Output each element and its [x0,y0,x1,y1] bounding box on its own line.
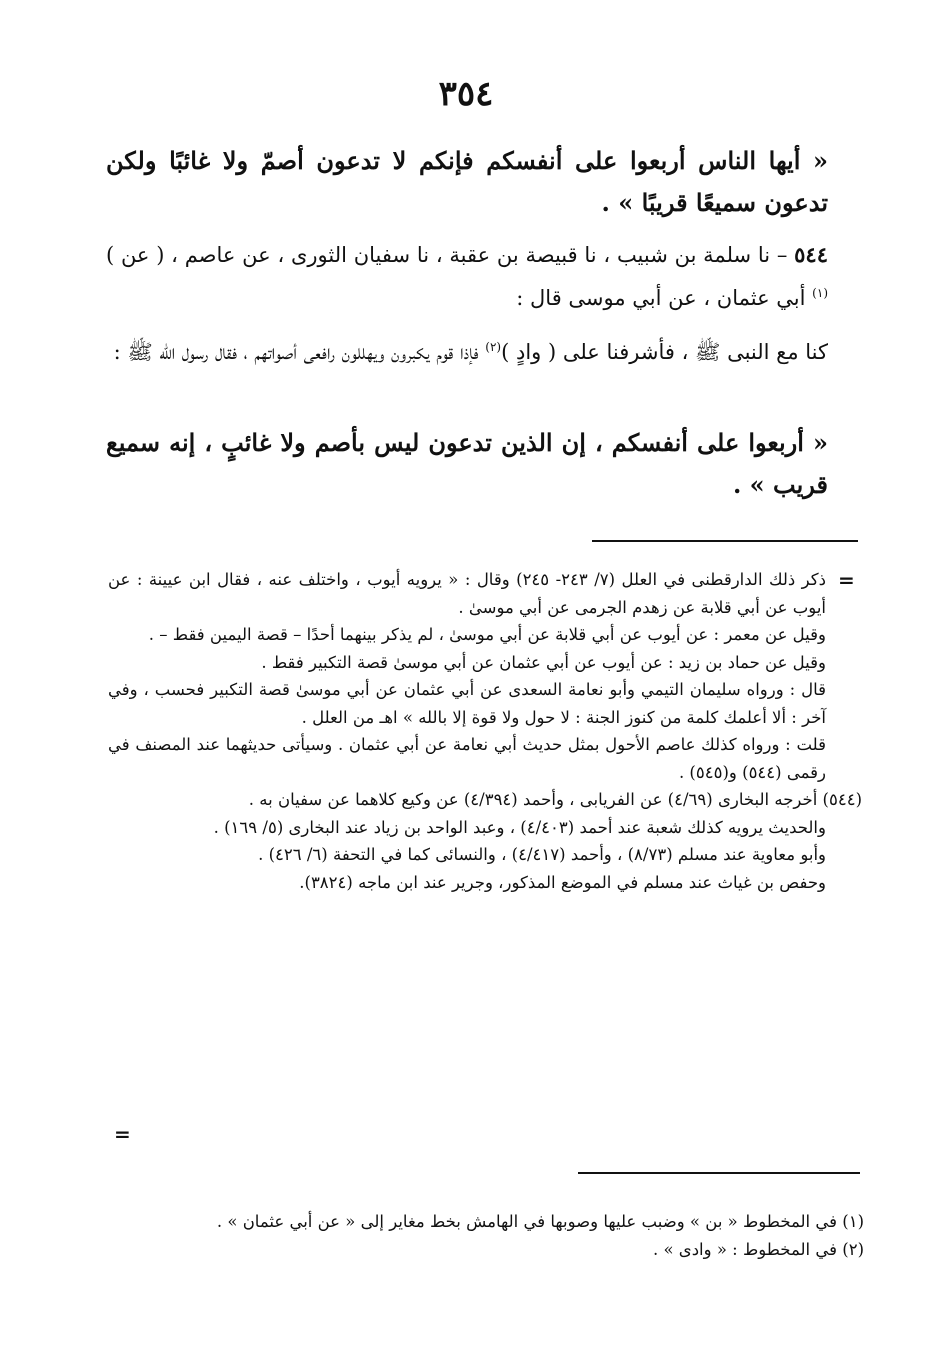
quote-block-1: « أيها الناس أربعوا على أنفسكم فإنكم لا تدعون أصمّ ولا غائبًا ولكن تدعون سميعًا قريبًا » . [106,146,828,217]
footnotes-main [108,566,862,896]
isnad-text-1: نا سلمة بن شبيب ، نا قبيصة بن عقبة ، نا سفيان الثورى ، عن عاصم ، ( عن ) [106,243,771,267]
continuation-marker-bottom: = [114,1122,131,1146]
quote-block-2: « أربعوا على أنفسكم ، إن الذين تدعون ليس بأصم ولا غائبٍ ، إنه سميع قريب » . [106,428,828,499]
separator-rule-2 [578,1172,860,1174]
footnote-para: قلت : ورواه كذلك عاصم الأحول بمثل حديث أبي نعامة عن أبي عثمان . وسيأتى حديثهما عند المصنف في رقمى (٥٤٤) و(٥٤٥) . [108,735,826,782]
footnote-para: ذكر ذلك الدارقطنى في العلل (٧/ ٢٤٣- ٢٤٥) وقال : « يرويه أيوب ، واختلف عنه ، فقال ابن عيينة : عن أيوب عن أبي قلابة عن زهدم الجرمى عن أبي موسىٰ . [108,570,826,617]
footnote-2: (٢) في المخطوط : « وادى » . [652,1240,864,1259]
isnad-text-2: أبي عثمان ، عن أبي موسى قال : [516,286,806,310]
footnotes-bottom [108,1208,864,1264]
footnote-para: وأبو معاوية عند مسلم (٨/٧٣) ، وأحمد (٤/٤١٧) ، والنسائى كما في التحفة (٦/ ٤٢٦) . [258,845,826,864]
hadith-dash: – [776,243,788,267]
matn-text-1: كنا مع النبى ﷺ ، فأشرفنا على ( وادٍ ) [501,340,828,364]
footnote-para: وقيل عن معمر : عن أيوب عن أبي قلابة عن أبي موسىٰ ، لم يذكر بينهما أحدًا – قصة اليمين فقط – . [148,625,826,644]
footnote-para: قال : ورواه سليمان التيمي وأبو نعامة السعدى عن أبي عثمان عن أبي موسىٰ قصة التكبير فحسب ، وفي آخر : ألا أعلمك كلمة من كنوز الجنة : لا حول ولا قوة إلا بالله » اهـ من العلل . [108,680,826,727]
footnote-para: وحفص بن غياث عند مسلم في الموضع المذكور، وجرير عند ابن ماجه (٣٨٢٤). [299,872,826,892]
footnote-1: (١) في المخطوط « بن » وضبب عليها وصوبها في الهامش بخط مغاير إلى « عن أبي عثمان » . [216,1212,864,1231]
footnote-ref-2: (٢) [485,340,502,354]
hadith-matn [106,328,828,371]
footnote-para-544: (٥٤٤) أخرجه البخارى (٤/٦٩) عن الفريابى ، وأحمد (٤/٣٩٤) عن وكيع كلاهما عن سفيان به . [248,790,862,809]
continuation-marker-top: = [838,568,855,592]
footnote-para: والحديث يرويه كذلك شعبة عند أحمد (٤/٤٠٣) ، وعبد الواحد بن زياد عند البخارى (٥/ ١٦٩) . [213,817,826,837]
hadith-number: ٥٤٤ [794,242,828,267]
matn-text-2: فإذا قوم يكبرون ويهللون رافعى أصواتهم ، فقال رسول الله ﷺ : [113,340,479,364]
hadith-isnad [106,236,828,317]
separator-rule-1 [592,540,858,542]
footnote-para: وقيل عن حماد بن زيد : عن أيوب عن أبي عثمان عن أبي موسىٰ قصة التكبير فقط . [261,652,826,672]
footnote-ref-1: (١) [812,286,828,300]
page-number: ٣٥٤ [438,74,494,114]
